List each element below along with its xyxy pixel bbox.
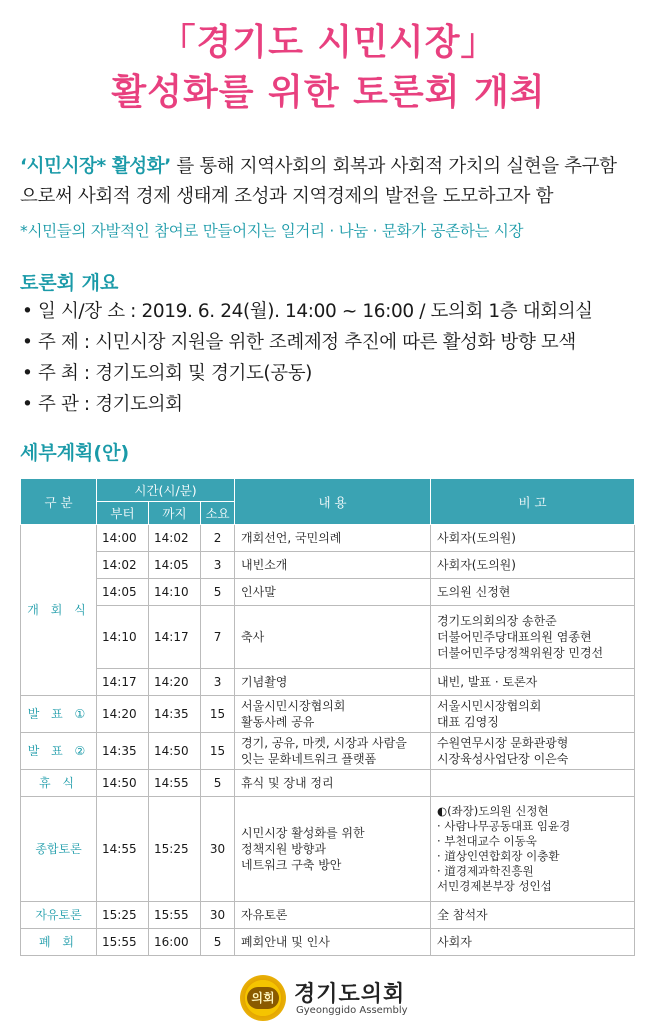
content-cell: 축사 (235, 606, 431, 669)
note-cell: 사회자(도의원) (431, 552, 635, 579)
section-label: 자유토론 (21, 902, 97, 929)
section-label: 개 회 식 (21, 525, 97, 696)
duration: 3 (201, 669, 235, 696)
header-from: 부터 (97, 502, 149, 525)
overview-list (22, 296, 642, 420)
content-cell: 휴식 및 장내 정리 (235, 770, 431, 797)
plan-heading: 세부계획(안) (20, 442, 130, 464)
section-label: 종합토론 (21, 797, 97, 902)
note-cell: 全 참석자 (431, 902, 635, 929)
intro-highlight: ‘시민시장* 활성화’ (20, 156, 171, 177)
note-cell: ◐(좌장)도의원 신정현 · 사람나무공동대표 임윤경 · 부천대교수 이동욱 · 道상인연합회장 이충환 · 道경제과학진흥원 서민경제본부장 성인섭 (431, 797, 635, 902)
header-note: 비 고 (431, 479, 635, 525)
table-row (21, 733, 635, 770)
note-cell: 수원연무시장 문화관광형 시장육성사업단장 이은숙 (431, 733, 635, 770)
logo-name-en: Gyeonggido Assembly (296, 1005, 408, 1016)
schedule-table-body (21, 525, 635, 956)
time-from: 14:10 (97, 606, 149, 669)
emblem-text: 의회 (247, 987, 279, 1009)
content-cell: 인사말 (235, 579, 431, 606)
time-from: 14:55 (97, 797, 149, 902)
header-duration: 소요 (201, 502, 235, 525)
overview-item-topic: • 주 제 : 시민시장 지원을 위한 조례제정 추진에 따른 활성화 방향 모색 (22, 332, 576, 353)
table-row (21, 579, 635, 606)
header-to: 까지 (149, 502, 201, 525)
overview-item-host: • 주 최 : 경기도의회 및 경기도(공동) (22, 363, 312, 384)
duration: 5 (201, 929, 235, 956)
time-to: 14:17 (149, 606, 201, 669)
assembly-logo (240, 975, 420, 1023)
note-cell: 도의원 신정현 (431, 579, 635, 606)
note-cell: 내빈, 발표 · 토론자 (431, 669, 635, 696)
content-cell: 서울시민시장협의회 활동사례 공유 (235, 696, 431, 733)
duration: 30 (201, 797, 235, 902)
content-cell: 경기, 공유, 마켓, 시장과 사람을 잇는 문화네트워크 플랫폼 (235, 733, 431, 770)
time-from: 15:25 (97, 902, 149, 929)
time-from: 14:02 (97, 552, 149, 579)
time-to: 14:10 (149, 579, 201, 606)
note-cell: 사회자(도의원) (431, 525, 635, 552)
header-content: 내 용 (235, 479, 431, 525)
time-from: 14:20 (97, 696, 149, 733)
intro-paragraph (20, 152, 640, 212)
table-row (21, 525, 635, 552)
duration: 30 (201, 902, 235, 929)
intro-text-1: 를 통해 지역사회의 회복과 사회적 가치의 실현을 추구함 (170, 156, 617, 177)
section-label: 휴 식 (21, 770, 97, 797)
time-to: 14:35 (149, 696, 201, 733)
time-from: 14:00 (97, 525, 149, 552)
intro-text-2: 으로써 사회적 경제 생태계 조성과 지역경제의 발전을 도모하고자 함 (20, 186, 554, 207)
duration: 3 (201, 552, 235, 579)
table-row (21, 797, 635, 902)
time-to: 14:20 (149, 669, 201, 696)
time-to: 14:05 (149, 552, 201, 579)
duration: 7 (201, 606, 235, 669)
table-row (21, 770, 635, 797)
note-cell: 서울시민시장협의회 대표 김영징 (431, 696, 635, 733)
overview-item-schedule: • 일 시/장 소 : 2019. 6. 24(월). 14:00 ~ 16:00 / 도의회 1층 대회의실 (22, 301, 593, 322)
content-cell: 시민시장 활성화를 위한 정책지원 방향과 네트워크 구축 방안 (235, 797, 431, 902)
section-label: 폐 회 (21, 929, 97, 956)
table-row (21, 929, 635, 956)
duration: 15 (201, 733, 235, 770)
page-title-line2: 활성화를 위한 토론회 개최 (111, 72, 546, 113)
time-from: 14:50 (97, 770, 149, 797)
duration: 15 (201, 696, 235, 733)
time-from: 15:55 (97, 929, 149, 956)
time-to: 14:55 (149, 770, 201, 797)
content-cell: 내빈소개 (235, 552, 431, 579)
table-row (21, 552, 635, 579)
content-cell: 자유토론 (235, 902, 431, 929)
note-cell: 경기도의회의장 송한준 더불어민주당대표의원 염종현 더불어민주당정책위원장 민경선 (431, 606, 635, 669)
table-row (21, 669, 635, 696)
note-cell (431, 770, 635, 797)
duration: 2 (201, 525, 235, 552)
section-label: 발 표 ② (21, 733, 97, 770)
logo-name-kr: 경기도의회 (294, 982, 406, 1007)
table-row (21, 606, 635, 669)
time-from: 14:05 (97, 579, 149, 606)
content-cell: 개회선언, 국민의례 (235, 525, 431, 552)
overview-heading: 토론회 개요 (20, 272, 119, 294)
time-from: 14:35 (97, 733, 149, 770)
overview-item-organizer: • 주 관 : 경기도의회 (22, 394, 183, 415)
time-to: 16:00 (149, 929, 201, 956)
schedule-table (20, 478, 635, 956)
content-cell: 폐회안내 및 인사 (235, 929, 431, 956)
time-from: 14:17 (97, 669, 149, 696)
header-time: 시간(시/분) (97, 479, 235, 502)
intro-slogan: *시민들의 자발적인 참여로 만들어지는 일거리 · 나눔 · 문화가 공존하는 시장 (20, 222, 524, 240)
time-to: 15:25 (149, 797, 201, 902)
header-section: 구 분 (21, 479, 97, 525)
assembly-emblem-icon (240, 975, 286, 1021)
content-cell: 기념촬영 (235, 669, 431, 696)
time-to: 14:02 (149, 525, 201, 552)
duration: 5 (201, 579, 235, 606)
table-row (21, 902, 635, 929)
table-row (21, 696, 635, 733)
note-cell: 사회자 (431, 929, 635, 956)
time-to: 14:50 (149, 733, 201, 770)
page-title-line1: 「경기도 시민시장」 (159, 22, 498, 63)
duration: 5 (201, 770, 235, 797)
time-to: 15:55 (149, 902, 201, 929)
section-label: 발 표 ① (21, 696, 97, 733)
